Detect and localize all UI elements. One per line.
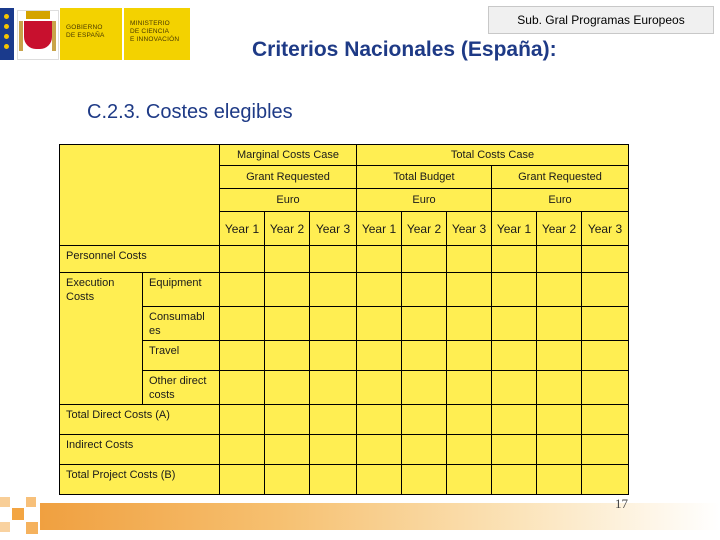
currency-header: Euro xyxy=(220,189,357,212)
header-tag: Sub. Gral Programas Europeos xyxy=(488,6,714,34)
total-budget-header: Total Budget xyxy=(357,166,492,189)
marginal-case-header: Marginal Costs Case xyxy=(220,145,357,166)
year-header: Year 1 xyxy=(220,212,265,246)
row-label-travel: Travel xyxy=(143,341,220,371)
eu-flag-icon xyxy=(0,8,14,60)
year-header: Year 3 xyxy=(310,212,357,246)
blank-header-cell xyxy=(60,145,220,246)
row-label-other-direct: Other direct costs xyxy=(143,371,220,405)
total-case-header: Total Costs Case xyxy=(357,145,629,166)
page-title: Criterios Nacionales (España): xyxy=(252,38,557,61)
currency-header: Euro xyxy=(492,189,629,212)
row-label-personnel: Personnel Costs xyxy=(60,246,220,273)
footer-decoration-square xyxy=(0,497,10,507)
logo-government-text: GOBIERNO DE ESPAÑA xyxy=(60,8,122,60)
logo-ministry-text: MINISTERIO DE CIENCIA E INNOVACIÓN xyxy=(124,8,190,60)
footer-decoration-square xyxy=(26,522,38,534)
currency-header: Euro xyxy=(357,189,492,212)
footer-decoration-square xyxy=(0,522,10,532)
year-header: Year 2 xyxy=(537,212,582,246)
year-header: Year 1 xyxy=(357,212,402,246)
row-label-consumables: Consumabl es xyxy=(143,307,220,341)
year-header: Year 2 xyxy=(265,212,310,246)
footer-decoration-square xyxy=(12,508,24,520)
year-header: Year 1 xyxy=(492,212,537,246)
row-label-execution: Execution Costs xyxy=(60,273,143,405)
ministry-logo xyxy=(0,8,190,60)
year-header: Year 2 xyxy=(402,212,447,246)
coat-of-arms-icon xyxy=(17,10,59,60)
grant-requested-header: Grant Requested xyxy=(492,166,629,189)
page-number: 17 xyxy=(615,496,628,511)
year-header: Year 3 xyxy=(582,212,629,246)
row-label-total-direct: Total Direct Costs (A) xyxy=(60,405,220,435)
grant-requested-header: Grant Requested xyxy=(220,166,357,189)
year-header: Year 3 xyxy=(447,212,492,246)
costs-table xyxy=(59,144,629,495)
footer-decoration-square xyxy=(26,497,36,507)
row-label-equipment: Equipment xyxy=(143,273,220,307)
row-label-total-project: Total Project Costs (B) xyxy=(60,465,220,495)
section-title: C.2.3. Costes elegibles xyxy=(87,101,293,123)
row-label-indirect: Indirect Costs xyxy=(60,435,220,465)
